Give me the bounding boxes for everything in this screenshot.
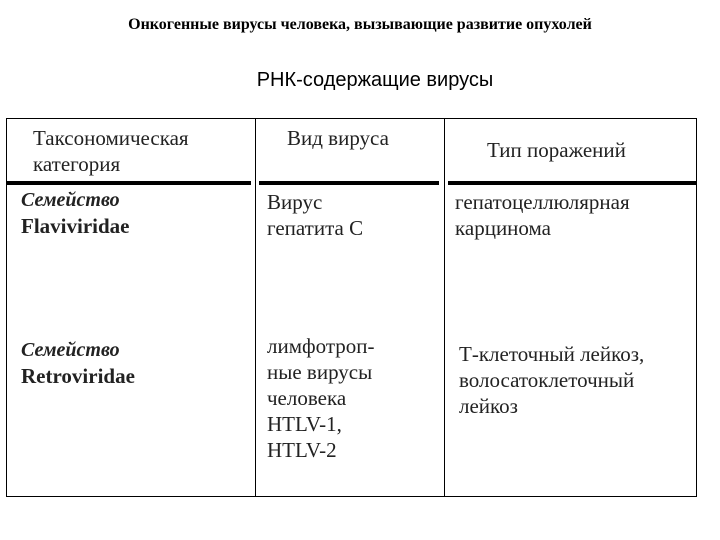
- header-virus: Вид вируса: [287, 126, 389, 150]
- virus-line: HTLV-2: [267, 438, 337, 462]
- virus-line: ные вирусы: [267, 360, 373, 384]
- virus-line: HTLV-1,: [267, 412, 342, 436]
- lesion-cell: [459, 341, 695, 419]
- virus-cell: [267, 333, 442, 463]
- lesion-cell: [455, 189, 695, 241]
- header-separator: [7, 181, 696, 185]
- header-taxonomy: Таксономическая категория: [33, 126, 189, 176]
- table-row: [21, 337, 251, 389]
- virus-table: [6, 118, 697, 497]
- family-label: Семейство: [21, 339, 120, 361]
- page-subtitle: РНК-содержащие вирусы: [256, 69, 494, 91]
- lesion-line: гепатоцеллюлярная: [455, 190, 630, 214]
- lesion-line: лейкоз: [459, 394, 518, 418]
- family-name: Flaviviridae: [21, 214, 130, 238]
- column-divider: [444, 119, 445, 496]
- column-divider: [255, 119, 256, 496]
- family-name: Retroviridae: [21, 364, 135, 388]
- family-label: Семейство: [21, 189, 120, 211]
- virus-line: гепатита С: [267, 216, 364, 240]
- lesion-line: Т-клеточный лейкоз,: [459, 342, 645, 366]
- lesion-line: волосатоклеточный: [459, 368, 635, 392]
- virus-line: лимфотроп-: [267, 334, 375, 358]
- virus-line: человека: [267, 386, 347, 410]
- virus-cell: [267, 189, 442, 241]
- lesion-line: карцинома: [455, 216, 551, 240]
- page-title: Онкогенные вирусы человека, вызывающие развитие опухолей: [128, 16, 592, 33]
- header-lesion: Тип поражений: [487, 138, 626, 162]
- virus-line: Вирус: [267, 190, 323, 214]
- table-row: [21, 187, 251, 239]
